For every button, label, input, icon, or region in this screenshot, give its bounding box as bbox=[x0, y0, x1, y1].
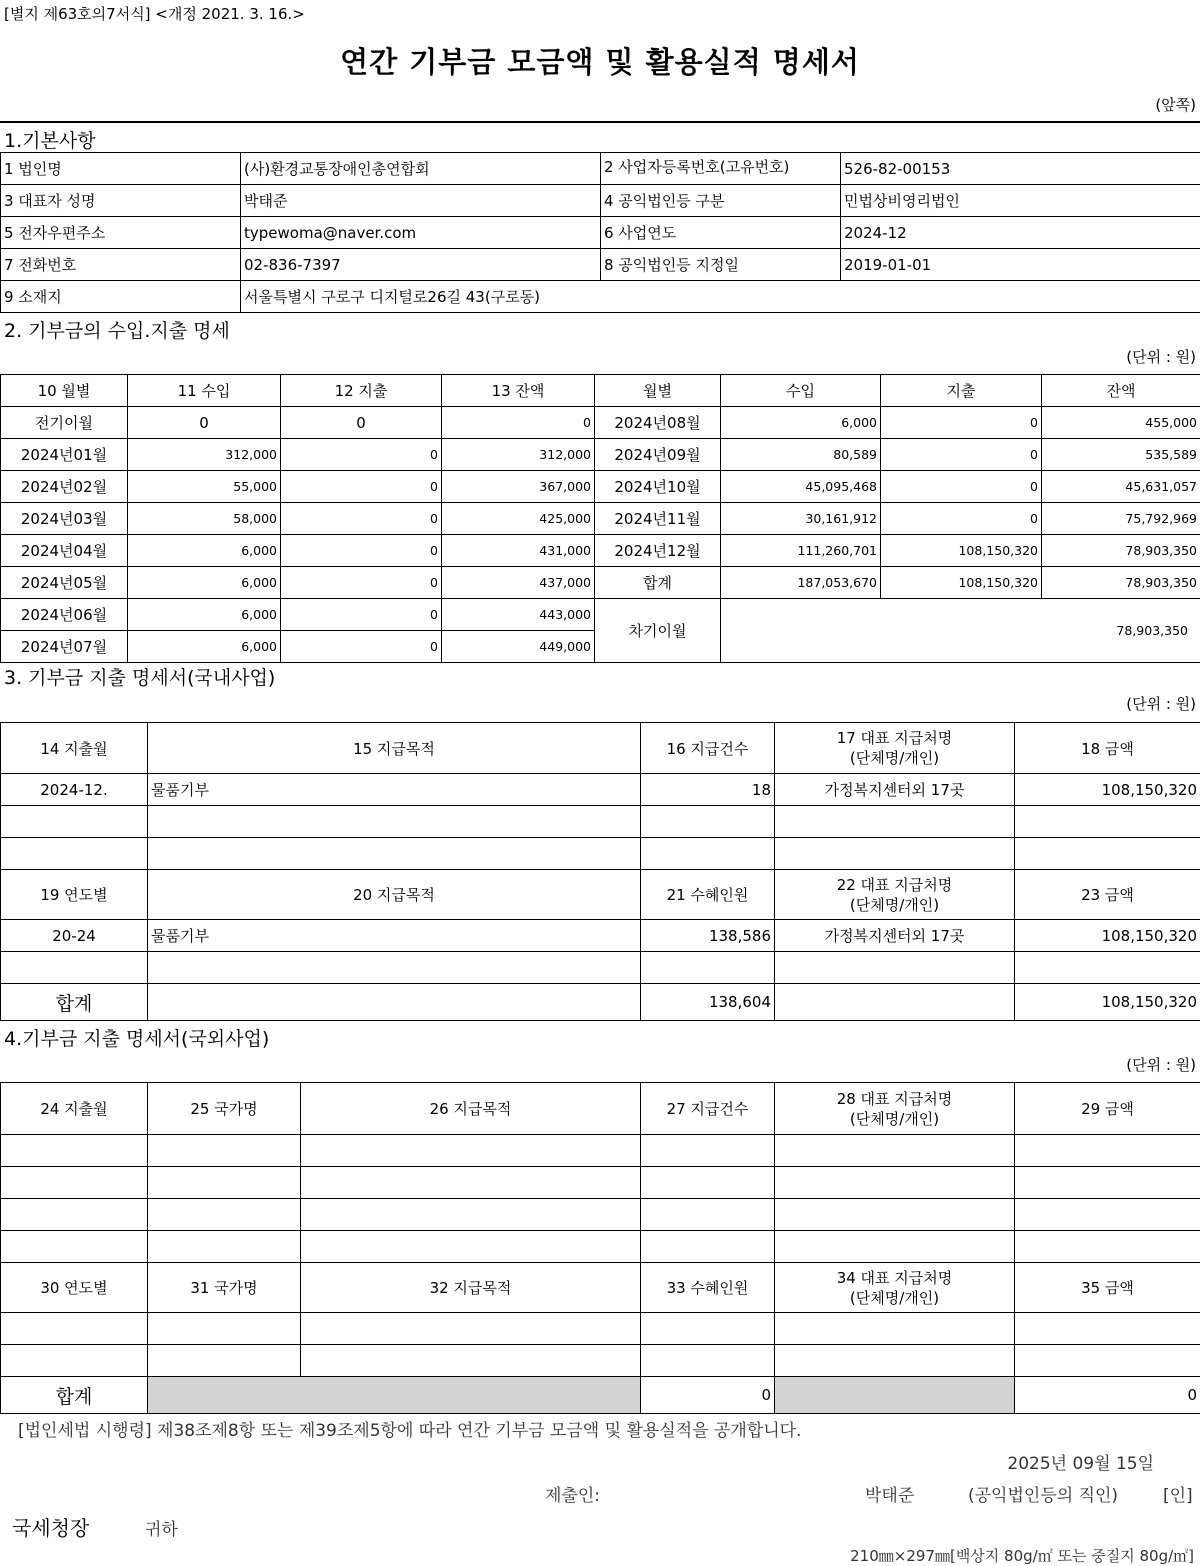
table-row bbox=[1, 920, 1200, 952]
income-cell: 58,000 bbox=[128, 503, 281, 535]
business-number-label bbox=[601, 153, 841, 185]
col-header-line2: (단체명/개인) bbox=[849, 895, 940, 914]
designation-date-label: 8 공익법인등 지정일 bbox=[601, 249, 841, 281]
income-cell: 312,000 bbox=[128, 439, 281, 471]
expense-cell: 0 bbox=[881, 503, 1042, 535]
month-cell: 2024년04월 bbox=[1, 535, 128, 567]
purpose-cell: 물품기부 bbox=[148, 920, 641, 952]
purpose-cell: 물품기부 bbox=[148, 774, 641, 806]
table-row bbox=[1, 1313, 1200, 1345]
payee-cell: 가정복지센터외 17곳 bbox=[775, 774, 1015, 806]
total-count: 0 bbox=[641, 1377, 775, 1414]
info-row bbox=[1, 153, 1200, 185]
income-cell: 6,000 bbox=[128, 599, 281, 631]
balance-cell: 443,000 bbox=[442, 599, 595, 631]
submission-date: 2025년 09월 15일 bbox=[1007, 1454, 1154, 1474]
table-row bbox=[1, 1135, 1200, 1167]
total-label-cell: 합계 bbox=[595, 567, 721, 599]
balance-cell: 431,000 bbox=[442, 535, 595, 567]
col-header: 10 월별 bbox=[1, 375, 128, 407]
income-cell: 55,000 bbox=[128, 471, 281, 503]
amount-cell: 108,150,320 bbox=[1015, 774, 1200, 806]
col-header: 지출 bbox=[881, 375, 1042, 407]
expense-cell: 0 bbox=[881, 471, 1042, 503]
income-cell: 80,589 bbox=[721, 439, 881, 471]
carry-forward-label: 차기이월 bbox=[595, 599, 721, 663]
table-row bbox=[1, 567, 1200, 599]
col-header-line1: 17 대표 지급처명 bbox=[836, 729, 953, 747]
col-header: 25 국가명 bbox=[148, 1083, 301, 1135]
income-cell: 111,260,701 bbox=[721, 535, 881, 567]
location-value: 서울특별시 구로구 디지털로26길 43(구로동) bbox=[241, 281, 1200, 313]
total-expense-cell: 108,150,320 bbox=[881, 567, 1042, 599]
col-header: 12 지출 bbox=[281, 375, 442, 407]
balance-cell: 437,000 bbox=[442, 567, 595, 599]
carry-forward-value: 78,903,350 bbox=[721, 599, 1200, 663]
expense-cell: 0 bbox=[281, 503, 442, 535]
form-number: [별지 제63호의7서식] <개정 2021. 3. 16.> bbox=[4, 5, 305, 23]
section4-unit: (단위 : 원) bbox=[1126, 1056, 1196, 1074]
table-row bbox=[1, 952, 1200, 984]
total-amount: 108,150,320 bbox=[1015, 984, 1200, 1021]
col-header: 월별 bbox=[595, 375, 721, 407]
balance-cell: 455,000 bbox=[1042, 407, 1200, 439]
month-cell: 2024년06월 bbox=[1, 599, 128, 631]
corp-type-label: 4 공익법인등 구분 bbox=[601, 185, 841, 217]
count-cell: 18 bbox=[641, 774, 775, 806]
col-header-line2: (단체명/개인) bbox=[849, 749, 940, 767]
month-cell: 2024년11월 bbox=[595, 503, 721, 535]
col-header bbox=[775, 1263, 1015, 1313]
page-side-label: (앞쪽) bbox=[1155, 96, 1196, 114]
info-row bbox=[1, 249, 1200, 281]
income-cell: 0 bbox=[128, 407, 281, 439]
income-cell: 6,000 bbox=[128, 567, 281, 599]
table-row bbox=[1, 407, 1200, 439]
table-row bbox=[1, 806, 1200, 838]
table-row bbox=[1, 1231, 1200, 1263]
col-header: 15 지급목적 bbox=[148, 723, 641, 774]
beneficiary-count-cell: 138,586 bbox=[641, 920, 775, 952]
month-cell: 2024년08월 bbox=[595, 407, 721, 439]
table-header-row bbox=[1, 723, 1200, 774]
total-income-cell: 187,053,670 bbox=[721, 567, 881, 599]
month-cell: 2024년05월 bbox=[1, 567, 128, 599]
info-row bbox=[1, 185, 1200, 217]
table-row bbox=[1, 599, 1200, 631]
col-header: 19 연도별 bbox=[1, 870, 148, 920]
honorific: 귀하 bbox=[145, 1520, 178, 1540]
income-expense-table bbox=[0, 374, 1200, 663]
col-header-line1: 22 대표 지급처명 bbox=[836, 875, 953, 894]
expense-cell: 0 bbox=[281, 631, 442, 663]
income-cell: 45,095,468 bbox=[721, 471, 881, 503]
col-header: 16 지급건수 bbox=[641, 723, 775, 774]
balance-cell: 45,631,057 bbox=[1042, 471, 1200, 503]
month-cell: 2024년02월 bbox=[1, 471, 128, 503]
month-cell: 전기이월 bbox=[1, 407, 128, 439]
balance-cell: 367,000 bbox=[442, 471, 595, 503]
balance-cell: 78,903,350 bbox=[1042, 535, 1200, 567]
section2-heading: 2. 기부금의 수입.지출 명세 bbox=[4, 320, 230, 342]
table-row bbox=[1, 838, 1200, 870]
balance-cell: 312,000 bbox=[442, 439, 595, 471]
section1-heading: 1.기본사항 bbox=[4, 130, 96, 152]
corp-name-value: (사)환경교통장애인총연합회 bbox=[241, 153, 601, 185]
table-row bbox=[1, 1345, 1200, 1377]
phone-value: 02-836-7397 bbox=[241, 249, 601, 281]
year-cell: 20-24 bbox=[1, 920, 148, 952]
seal-mark: [인] bbox=[1163, 1486, 1193, 1506]
expense-cell: 0 bbox=[281, 407, 442, 439]
overseas-expense-table bbox=[0, 1082, 1200, 1414]
col-header: 27 지급건수 bbox=[641, 1083, 775, 1135]
col-header-line1: 28 대표 지급처명 bbox=[836, 1089, 953, 1108]
income-cell: 6,000 bbox=[721, 407, 881, 439]
table-row bbox=[1, 774, 1200, 806]
col-header: 26 지급목적 bbox=[301, 1083, 641, 1135]
section3-unit: (단위 : 원) bbox=[1126, 695, 1196, 713]
col-header: 35 금액 bbox=[1015, 1263, 1200, 1313]
info-row bbox=[1, 217, 1200, 249]
total-amount: 0 bbox=[1015, 1377, 1200, 1414]
submitter-role: (공익법인등의 직인) bbox=[968, 1486, 1119, 1506]
col-header-line1: 34 대표 지급처명 bbox=[836, 1268, 953, 1287]
total-row bbox=[1, 1377, 1200, 1414]
balance-cell: 75,792,969 bbox=[1042, 503, 1200, 535]
expense-cell: 0 bbox=[281, 599, 442, 631]
col-header: 23 금액 bbox=[1015, 870, 1200, 920]
col-header: 24 지출월 bbox=[1, 1083, 148, 1135]
submitter-label: 제출인: bbox=[545, 1486, 600, 1506]
table-row bbox=[1, 503, 1200, 535]
corp-name-label: 1 법인명 bbox=[1, 153, 241, 185]
col-header: 13 잔액 bbox=[442, 375, 595, 407]
month-cell: 2024년12월 bbox=[595, 535, 721, 567]
table-row bbox=[1, 1199, 1200, 1231]
shaded-cell bbox=[775, 1377, 1015, 1414]
section3-heading: 3. 기부금 지출 명세서(국내사업) bbox=[4, 667, 276, 689]
col-header bbox=[775, 870, 1015, 920]
balance-cell: 0 bbox=[442, 407, 595, 439]
col-header: 31 국가명 bbox=[148, 1263, 301, 1313]
total-balance-cell: 78,903,350 bbox=[1042, 567, 1200, 599]
month-cell: 2024년03월 bbox=[1, 503, 128, 535]
section2-unit: (단위 : 원) bbox=[1126, 348, 1196, 366]
section-divider bbox=[0, 121, 1200, 123]
payee-cell: 가정복지센터외 17곳 bbox=[775, 920, 1015, 952]
recipient: 국세청장 bbox=[12, 1516, 90, 1540]
table-row bbox=[1, 1167, 1200, 1199]
col-header bbox=[775, 1083, 1015, 1135]
month-cell: 2024년09월 bbox=[595, 439, 721, 471]
col-header-line2: (단체명/개인) bbox=[849, 1109, 940, 1128]
col-header bbox=[775, 723, 1015, 774]
col-header: 18 금액 bbox=[1015, 723, 1200, 774]
balance-cell: 535,589 bbox=[1042, 439, 1200, 471]
business-year-value: 2024-12 bbox=[841, 217, 1200, 249]
expense-cell: 108,150,320 bbox=[881, 535, 1042, 567]
balance-cell: 425,000 bbox=[442, 503, 595, 535]
col-header: 11 수입 bbox=[128, 375, 281, 407]
income-cell: 30,161,912 bbox=[721, 503, 881, 535]
expense-cell: 0 bbox=[281, 439, 442, 471]
col-header: 20 지급목적 bbox=[148, 870, 641, 920]
paper-spec: 210㎜×297㎜[백상지 80g/㎡ 또는 중질지 80g/㎡] bbox=[850, 1547, 1194, 1565]
corp-type-value: 민법상비영리법인 bbox=[841, 185, 1200, 217]
month-cell: 2024년01월 bbox=[1, 439, 128, 471]
amount-cell: 108,150,320 bbox=[1015, 920, 1200, 952]
total-label: 합계 bbox=[1, 1377, 148, 1414]
basic-info-table bbox=[0, 152, 1200, 313]
total-label: 합계 bbox=[1, 984, 148, 1021]
table-row bbox=[1, 471, 1200, 503]
table-row bbox=[1, 535, 1200, 567]
representative-label: 3 대표자 성명 bbox=[1, 185, 241, 217]
disclosure-statement: [법인세법 시행령] 제38조제8항 또는 제39조제5항에 따라 연간 기부금 모금액 및 활용실적을 공개합니다. bbox=[18, 1421, 802, 1441]
income-cell: 6,000 bbox=[128, 535, 281, 567]
col-header: 33 수혜인원 bbox=[641, 1263, 775, 1313]
month-cell: 2024년07월 bbox=[1, 631, 128, 663]
col-header: 29 금액 bbox=[1015, 1083, 1200, 1135]
business-year-label: 6 사업연도 bbox=[601, 217, 841, 249]
email-value: typewoma@naver.com bbox=[241, 217, 601, 249]
email-label: 5 전자우편주소 bbox=[1, 217, 241, 249]
month-cell: 2024년10월 bbox=[595, 471, 721, 503]
col-header: 수입 bbox=[721, 375, 881, 407]
col-header-line2: (단체명/개인) bbox=[849, 1288, 940, 1307]
expense-cell: 0 bbox=[281, 535, 442, 567]
domestic-expense-table bbox=[0, 722, 1200, 1021]
col-header: 잔액 bbox=[1042, 375, 1200, 407]
shaded-cell bbox=[148, 1377, 641, 1414]
business-number-value: 526-82-00153 bbox=[841, 153, 1200, 185]
phone-label: 7 전화번호 bbox=[1, 249, 241, 281]
table-row bbox=[1, 439, 1200, 471]
col-header: 14 지출월 bbox=[1, 723, 148, 774]
expense-cell: 0 bbox=[881, 407, 1042, 439]
income-cell: 6,000 bbox=[128, 631, 281, 663]
balance-cell: 449,000 bbox=[442, 631, 595, 663]
month-cell: 2024-12. bbox=[1, 774, 148, 806]
section4-heading: 4.기부금 지출 명세서(국외사업) bbox=[4, 1028, 270, 1050]
document-title: 연간 기부금 모금액 및 활용실적 명세서 bbox=[340, 45, 860, 79]
table-header-row bbox=[1, 1083, 1200, 1135]
business-number-label-text: 2 사업자등록번호(고유번호) bbox=[604, 157, 790, 176]
col-header: 32 지급목적 bbox=[301, 1263, 641, 1313]
expense-cell: 0 bbox=[881, 439, 1042, 471]
location-label: 9 소재지 bbox=[1, 281, 241, 313]
total-count: 138,604 bbox=[641, 984, 775, 1021]
representative-value: 박태준 bbox=[241, 185, 601, 217]
total-row bbox=[1, 984, 1200, 1021]
table-header-row bbox=[1, 870, 1200, 920]
info-row bbox=[1, 281, 1200, 313]
designation-date-value: 2019-01-01 bbox=[841, 249, 1200, 281]
table-header-row bbox=[1, 375, 1200, 407]
expense-cell: 0 bbox=[281, 471, 442, 503]
col-header: 30 연도별 bbox=[1, 1263, 148, 1313]
expense-cell: 0 bbox=[281, 567, 442, 599]
col-header: 21 수혜인원 bbox=[641, 870, 775, 920]
table-header-row bbox=[1, 1263, 1200, 1313]
submitter-name: 박태준 bbox=[865, 1486, 915, 1506]
